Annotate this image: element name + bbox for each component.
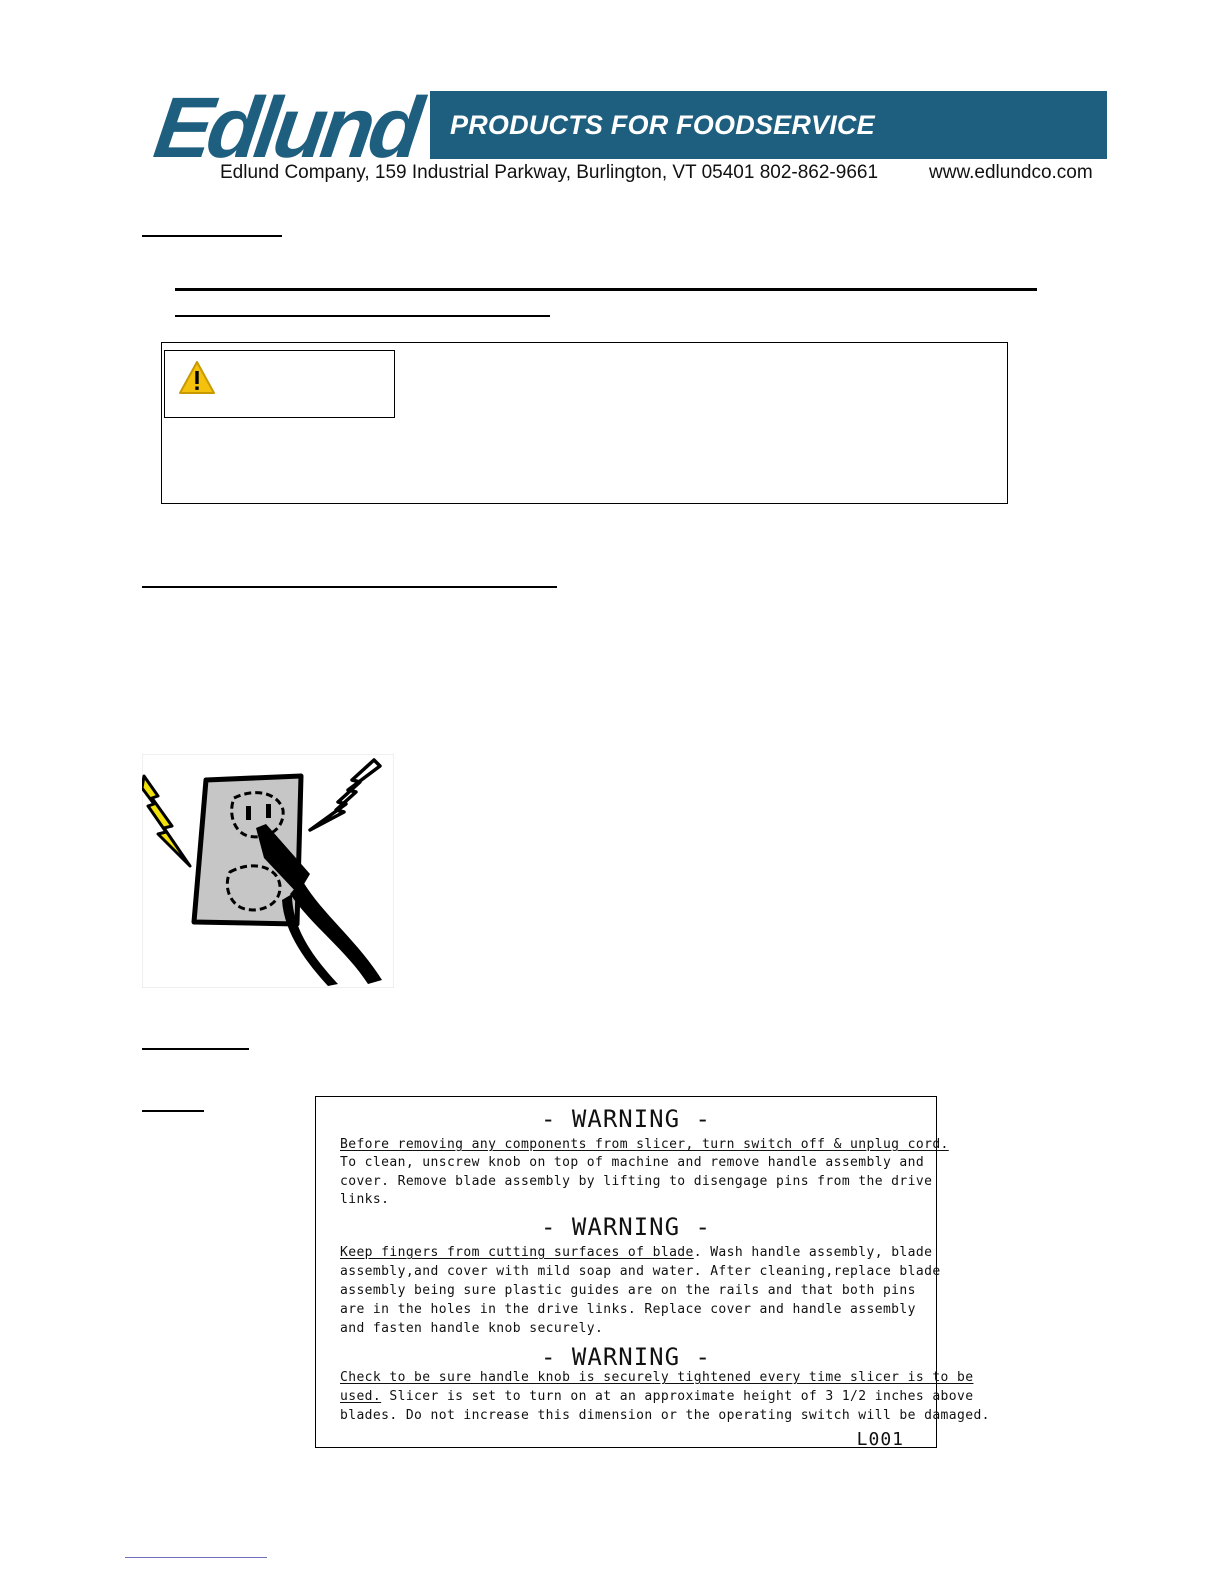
label-code: L001 [856, 1429, 904, 1450]
warning-line [340, 1245, 932, 1260]
warning-line: cover. Remove blade assembly by lifting to disengage pins from the drive [340, 1174, 933, 1189]
warning-heading-2: - WARNING - [541, 1213, 711, 1241]
warning-heading-3: - WARNING - [541, 1343, 711, 1371]
warning-line: Before removing any components from slicer, turn switch off & unplug cord. [340, 1137, 949, 1152]
warning-line: assembly being sure plastic guides are on the rails and that both pins [340, 1283, 916, 1298]
warning-line: Check to be sure handle knob is securely tightened every time slicer is to be [340, 1370, 974, 1385]
logo-wordmark: Edlund [148, 80, 424, 176]
warning-triangle-icon [178, 360, 216, 396]
warning-line: are in the holes in the drive links. Replace cover and handle assembly [340, 1302, 916, 1317]
warning-line [340, 1389, 973, 1404]
warning-line: assembly,and cover with mild soap and water. After cleaning,replace blade [340, 1264, 941, 1279]
heading-rule-1 [142, 235, 282, 237]
warning-underlined-text: used. [340, 1389, 382, 1404]
warning-line: links. [340, 1192, 390, 1207]
warning-line: and fasten handle knob securely. [340, 1321, 604, 1336]
heading-rule-6 [142, 1110, 204, 1112]
warning-line: To clean, unscrew knob on top of machine and remove handle assembly and [340, 1155, 925, 1170]
heading-rule-5 [142, 1048, 249, 1050]
heading-rule-4 [142, 586, 557, 588]
warning-text: Slicer is set to turn on at an approximate height of 3 1/2 inches above [381, 1389, 974, 1404]
warning-underlined-text: Keep fingers from cutting surfaces of blade [340, 1245, 694, 1260]
header-address: Edlund Company, 159 Industrial Parkway, Burlington, VT 05401 802-862-9661 [220, 162, 879, 183]
footer-rule [125, 1557, 267, 1558]
header-tagline: PRODUCTS FOR FOODSERVICE [450, 110, 875, 140]
company-logo [148, 80, 440, 176]
warning-label [315, 1096, 990, 1450]
header-website[interactable]: www.edlundco.com [929, 162, 1093, 183]
electrical-outlet-plug-icon [142, 754, 394, 988]
heading-rule-2 [175, 288, 1037, 291]
warning-line: blades. Do not increase this dimension or the operating switch will be damaged. [340, 1408, 990, 1423]
warning-heading-1: - WARNING - [541, 1105, 711, 1133]
heading-rule-3 [175, 315, 550, 317]
warning-text: . Wash handle assembly, blade [693, 1245, 933, 1260]
